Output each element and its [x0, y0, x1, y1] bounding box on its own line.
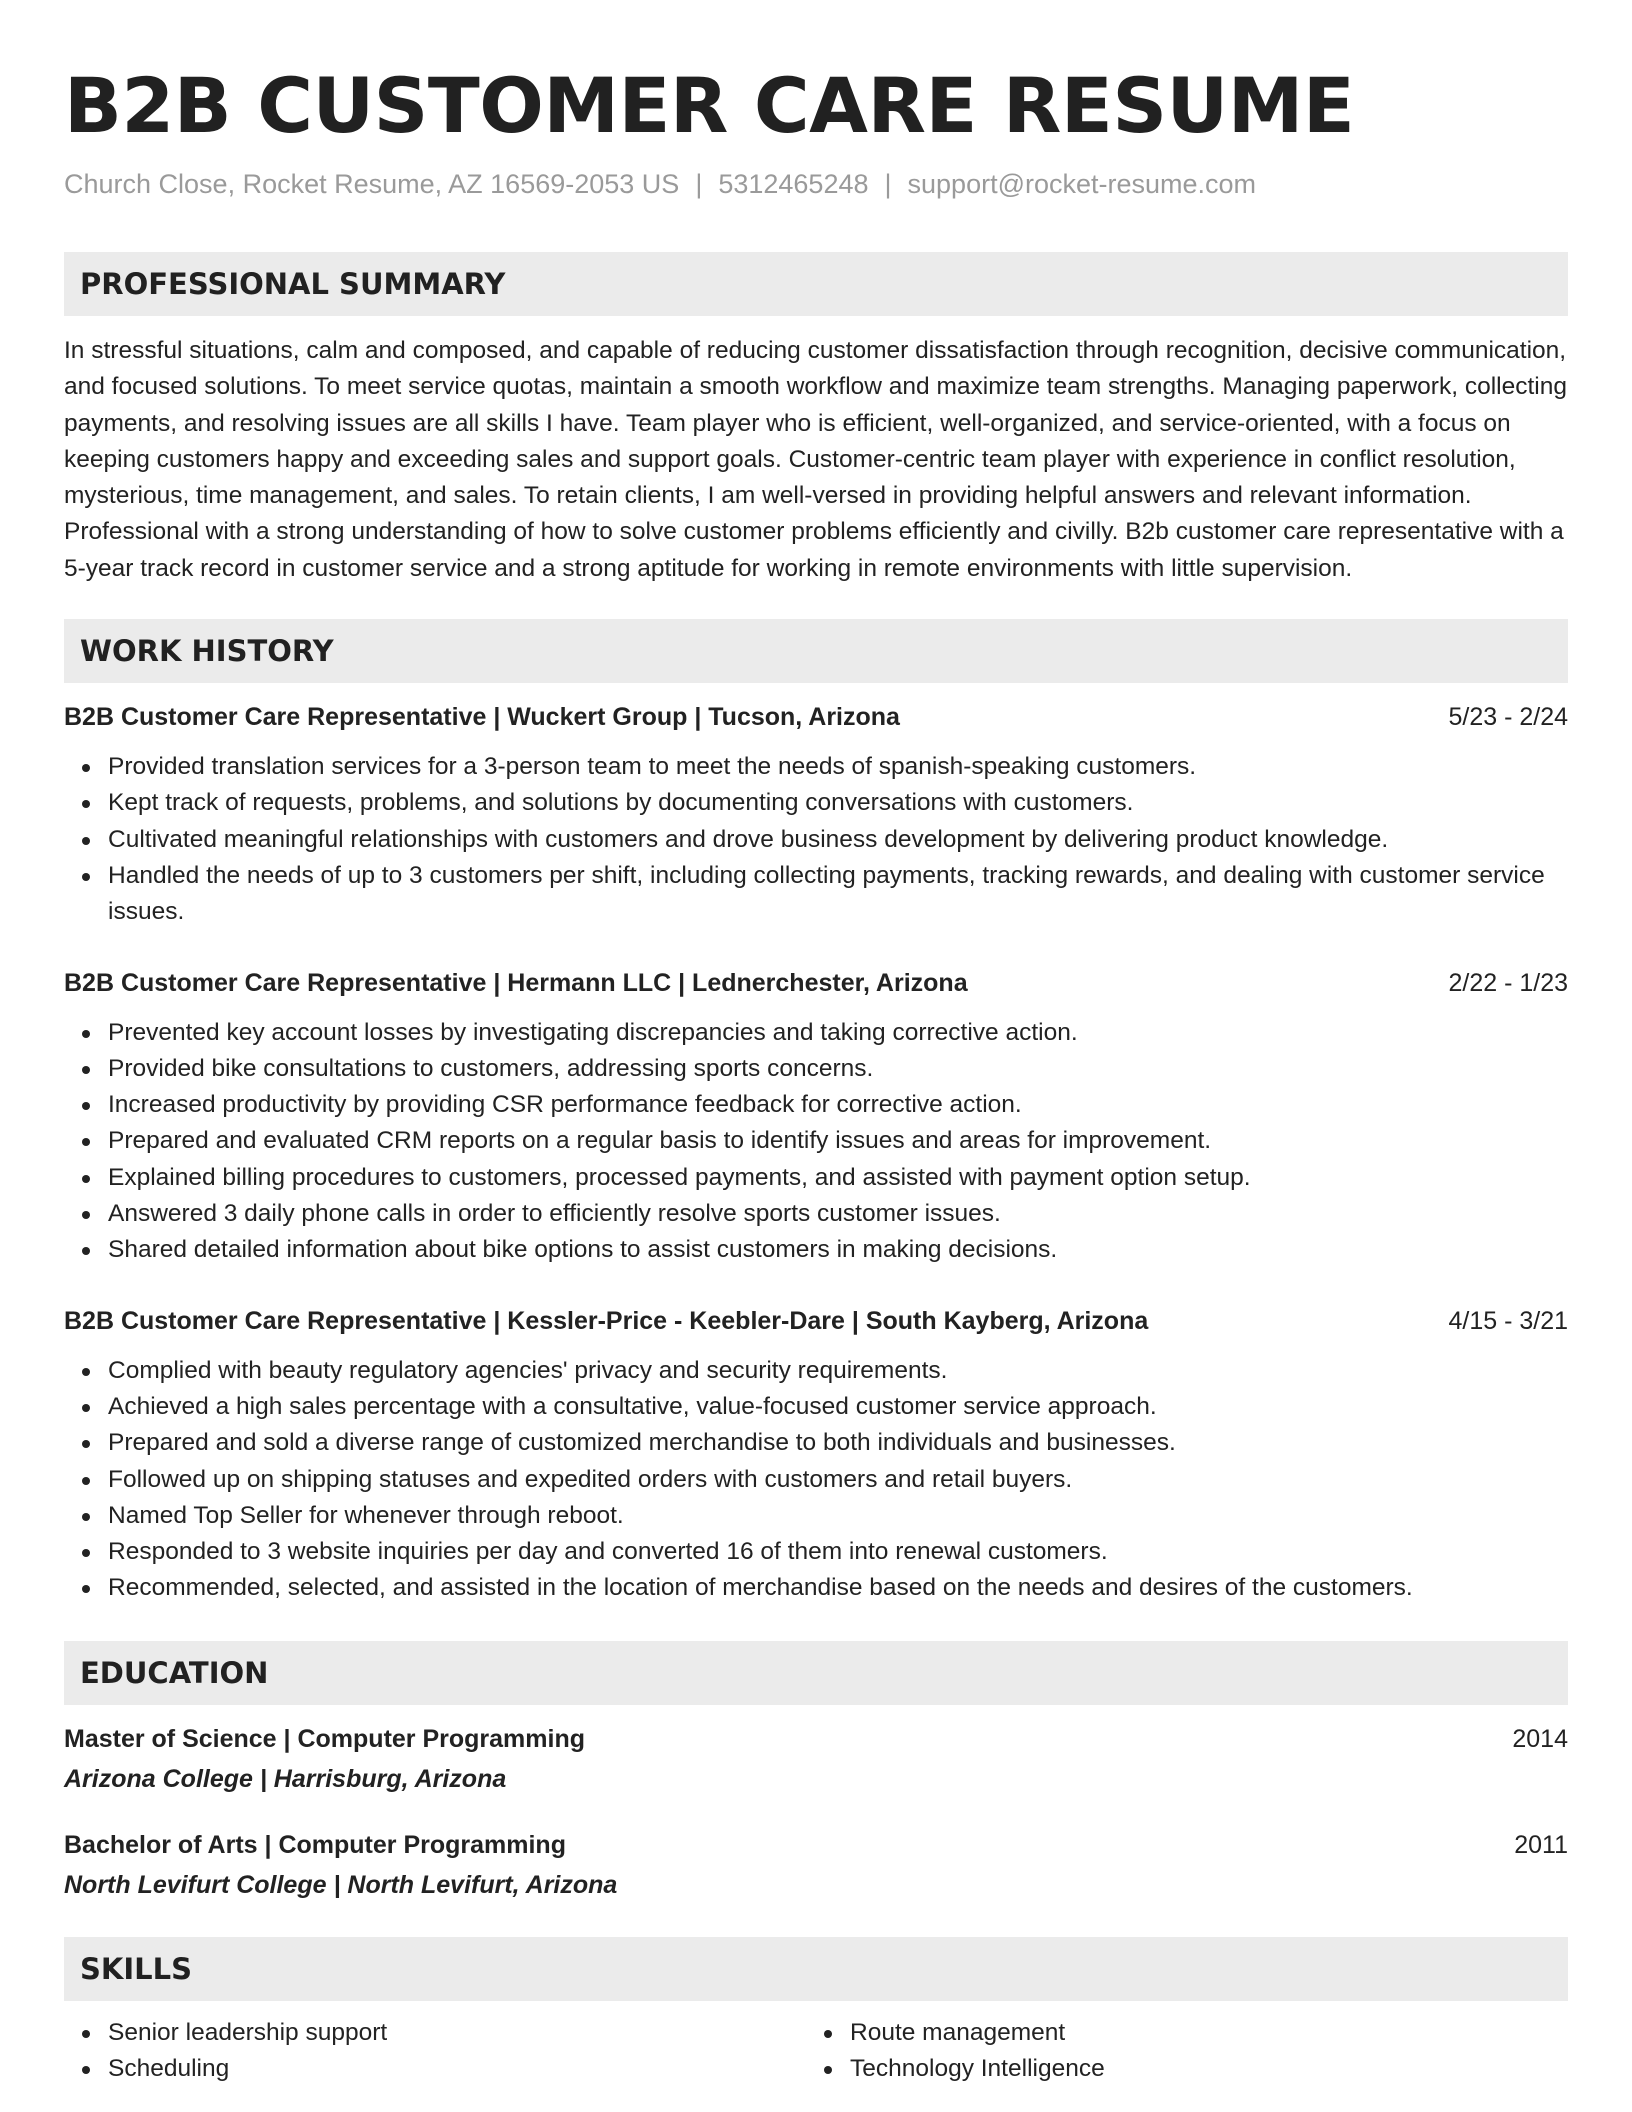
job-header	[64, 965, 1568, 1001]
list-item: Achieved a high sales percentage with a consultative, value-focused customer service approach.	[108, 1389, 1568, 1425]
list-item: Prepared and sold a diverse range of customized merchandise to both individuals and businesses.	[108, 1425, 1568, 1461]
list-item: Recommended, selected, and assisted in the location of merchandise based on the needs and desires of the customers.	[108, 1570, 1568, 1606]
list-item: Complied with beauty regulatory agencies' privacy and security requirements.	[108, 1353, 1568, 1389]
list-item: Responded to 3 website inquiries per day and converted 16 of them into renewal customers.	[108, 1534, 1568, 1570]
contact-address: Church Close, Rocket Resume, AZ 16569-2053 US	[64, 169, 680, 199]
skills-list	[64, 2015, 1568, 2088]
list-item: Route management	[850, 2015, 1548, 2051]
education-year: 2014	[1512, 1724, 1568, 1753]
list-item: Explained billing procedures to customers, processed payments, and assisted with payment option setup.	[108, 1160, 1568, 1196]
education-year: 2011	[1514, 1830, 1568, 1859]
education-header	[64, 1721, 1568, 1757]
contact-line	[64, 166, 1568, 202]
education-school: North Levifurt College | North Levifurt, Arizona	[64, 1870, 618, 1899]
list-item: Increased productivity by providing CSR performance feedback for corrective action.	[108, 1087, 1568, 1123]
section-header-education: EDUCATION	[64, 1641, 1568, 1705]
summary-text: In stressful situations, calm and composed, and capable of reducing customer dissatisfaction through recognition, decisive communication, and focused solutions. To meet service quotas, maintain a smooth workflow and maximize team strengths. Managing paperwork, collecting payments, and resolving issues are all skills I have. Team player who is efficient, well-organized, and service-oriented, with a focus on keeping customers happy and exceeding sales and support goals. Customer-centric team player with experience in conflict resolution, mysterious, time management, and sales. To retain clients, I am well-versed in providing helpful answers and relevant information. Professional with a strong understanding of how to solve customer problems efficiently and civilly. B2b customer care representative with a 5-year track record in customer service and a strong aptitude for working in remote environments with little supervision.	[64, 337, 1567, 582]
job-header	[64, 1303, 1568, 1339]
list-item: Shared detailed information about bike options to assist customers in making decisions.	[108, 1232, 1568, 1268]
job-dates: 5/23 - 2/24	[1448, 703, 1568, 732]
resume-title: B2B CUSTOMER CARE RESUME	[64, 61, 1355, 150]
education-degree: Master of Science | Computer Programming	[64, 1724, 585, 1753]
job-entry	[64, 1303, 1568, 1607]
education-degree: Bachelor of Arts | Computer Programming	[64, 1830, 566, 1859]
education-entry	[64, 1827, 1568, 1903]
list-item: Senior leadership support	[108, 2015, 806, 2051]
list-item: Provided bike consultations to customers, addressing sports concerns.	[108, 1051, 1568, 1087]
list-item: Handled the needs of up to 3 customers per shift, including collecting payments, tracking rewards, and dealing with customer service issues.	[108, 858, 1568, 931]
education-entry	[64, 1721, 1568, 1797]
list-item: Scheduling	[108, 2051, 806, 2087]
job-title: B2B Customer Care Representative | Hermann LLC | Lednerchester, Arizona	[64, 968, 968, 997]
contact-separator: |	[884, 169, 892, 199]
section-header-work-history: WORK HISTORY	[64, 619, 1568, 683]
job-dates: 4/15 - 3/21	[1448, 1306, 1568, 1335]
skills-column-left	[64, 2015, 806, 2088]
education-school: Arizona College | Harrisburg, Arizona	[64, 1764, 507, 1793]
job-bullets	[64, 1015, 1568, 1269]
list-item: Followed up on shipping statuses and expedited orders with customers and retail buyers.	[108, 1462, 1568, 1498]
job-dates: 2/22 - 1/23	[1448, 968, 1568, 997]
list-item: Kept track of requests, problems, and solutions by documenting conversations with customers.	[108, 785, 1568, 821]
list-item: Prevented key account losses by investigating discrepancies and taking corrective action.	[108, 1015, 1568, 1051]
list-item: Named Top Seller for whenever through reboot.	[108, 1498, 1568, 1534]
section-header-skills: SKILLS	[64, 1937, 1568, 2001]
skills-column-right	[806, 2015, 1548, 2088]
job-entry	[64, 699, 1568, 930]
contact-email: support@rocket-resume.com	[907, 169, 1257, 199]
job-entry	[64, 965, 1568, 1269]
job-header	[64, 699, 1568, 735]
job-bullets	[64, 749, 1568, 930]
contact-separator: |	[695, 169, 703, 199]
list-item: Provided translation services for a 3-person team to meet the needs of spanish-speaking customers.	[108, 749, 1568, 785]
job-title: B2B Customer Care Representative | Wuckert Group | Tucson, Arizona	[64, 703, 900, 732]
education-header	[64, 1827, 1568, 1863]
list-item: Prepared and evaluated CRM reports on a regular basis to identify issues and areas for improvement.	[108, 1123, 1568, 1159]
job-bullets	[64, 1353, 1568, 1607]
job-title: B2B Customer Care Representative | Kessler-Price - Keebler-Dare | South Kayberg, Arizona	[64, 1306, 1149, 1335]
list-item: Answered 3 daily phone calls in order to efficiently resolve sports customer issues.	[108, 1196, 1568, 1232]
list-item: Technology Intelligence	[850, 2051, 1548, 2087]
list-item: Cultivated meaningful relationships with customers and drove business development by delivering product knowledge.	[108, 822, 1568, 858]
contact-phone: 5312465248	[718, 169, 869, 199]
section-header-summary: PROFESSIONAL SUMMARY	[64, 252, 1568, 316]
